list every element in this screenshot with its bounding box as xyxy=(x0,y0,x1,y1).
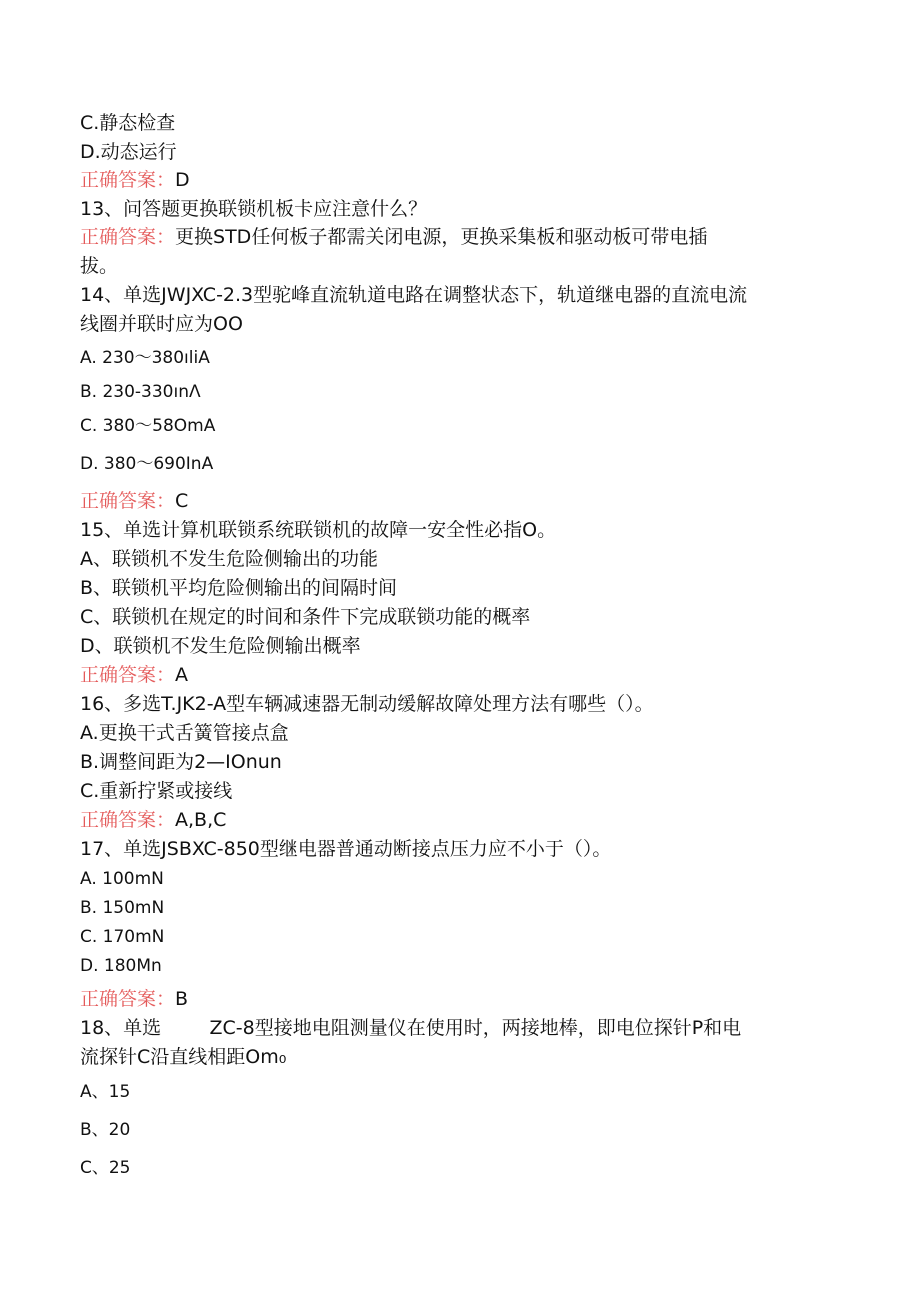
q16-option-b: B.调整间距为2—IOnun xyxy=(80,751,282,773)
q18-option-b: B、20 xyxy=(80,1120,131,1140)
answer-value: C xyxy=(175,490,189,512)
q15-question: 15、单选计算机联锁系统联锁机的故障一安全性必指O。 xyxy=(80,519,557,541)
q17-question: 17、单选JSBXC-850型继电器普通动断接点压力应不小于（）。 xyxy=(80,838,612,860)
answer-value: A,B,C xyxy=(175,809,227,831)
q17-answer xyxy=(80,986,188,1012)
answer-label: 正确答案： xyxy=(80,664,176,686)
q15-answer xyxy=(80,662,188,688)
q15-option-b: B、联锁机平均危险侧输出的间隔时间 xyxy=(80,577,398,599)
answer-label: 正确答案： xyxy=(80,809,176,831)
answer-label: 正确答案： xyxy=(80,226,176,248)
answer-value: B xyxy=(175,988,189,1010)
q18-question-line2: 流探针C沿直线相距Om₀ xyxy=(80,1046,287,1068)
q14-option-d: D. 380～690InA xyxy=(80,454,214,474)
q17-option-c: C. 170mN xyxy=(80,927,165,947)
q14-option-b: B. 230-330ınΛ xyxy=(80,382,201,402)
answer-text: 更换STD任何板子都需关闭电源，更换采集板和驱动板可带电插 xyxy=(175,226,708,248)
answer-label: 正确答案： xyxy=(80,169,176,191)
q15-option-d: D、联锁机不发生危险侧输出概率 xyxy=(80,635,361,657)
answer-value: A xyxy=(175,664,189,686)
answer-value: D xyxy=(175,169,190,191)
q18-option-c: C、25 xyxy=(80,1158,131,1178)
q16-option-c: C.重新拧紧或接线 xyxy=(80,780,233,802)
q15-option-a: A、联锁机不发生危险侧输出的功能 xyxy=(80,548,378,570)
q14-option-a: A. 230～380ıliA xyxy=(80,348,210,368)
q13-question: 13、问答题更换联锁机板卡应注意什么？ xyxy=(80,198,428,220)
answer-label: 正确答案： xyxy=(80,988,176,1010)
q16-option-a: A.更换干式舌簧管接点盒 xyxy=(80,722,289,744)
answer-text-cont: 拔。 xyxy=(80,255,119,277)
q18-option-a: A、15 xyxy=(80,1082,131,1102)
q15-option-c: C、联锁机在规定的时间和条件下完成联锁功能的概率 xyxy=(80,606,531,628)
q17-option-d: D. 180Mn xyxy=(80,956,162,976)
q14-question-line1: 14、单选JWJXC-2.3型驼峰直流轨道电路在调整状态下，轨道继电器的直流电流 xyxy=(80,284,748,306)
q14-option-c: C. 380～58OmA xyxy=(80,416,216,436)
q14-question-line2: 线圈并联时应为OO xyxy=(80,313,243,335)
q13-answer xyxy=(80,224,707,250)
q17-option-a: A. 100mN xyxy=(80,869,164,889)
q18-question-line1: 18、单选 ZC-8型接地电阻测量仪在使用时，两接地棒，即电位探针P和电 xyxy=(80,1017,742,1039)
q13-answer-cont xyxy=(80,253,118,279)
q16-question: 16、多选T.JK2-A型车辆减速器无制动缓解故障处理方法有哪些（）。 xyxy=(80,693,654,715)
q12-answer xyxy=(80,167,190,193)
q14-answer xyxy=(80,488,188,514)
answer-label: 正确答案： xyxy=(80,490,176,512)
q12-option-d: D.动态运行 xyxy=(80,141,177,163)
q16-answer xyxy=(80,807,226,833)
q17-option-b: B. 150mN xyxy=(80,898,165,918)
q12-option-c: C.静态检查 xyxy=(80,112,176,134)
